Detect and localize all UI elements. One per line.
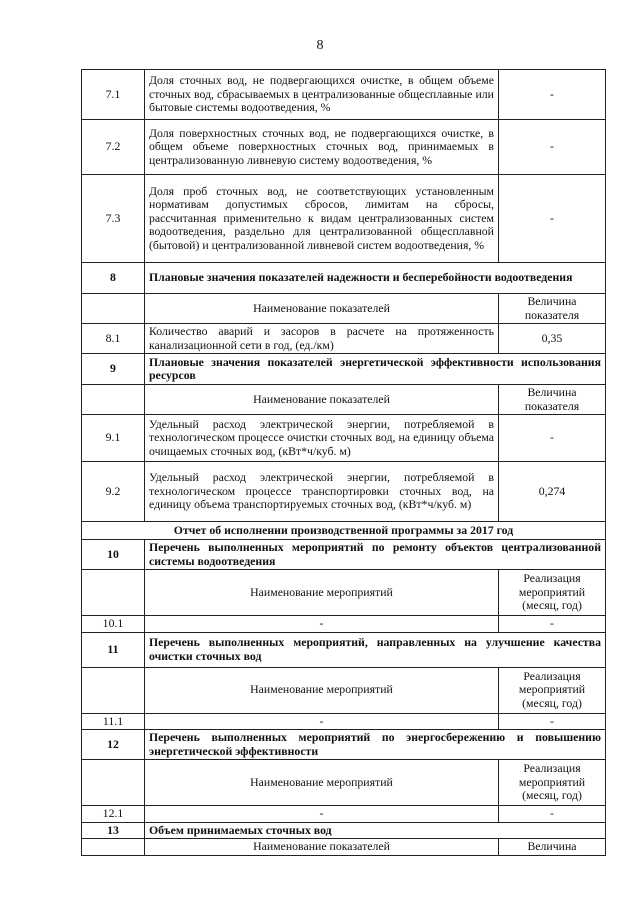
table-row — [82, 120, 606, 175]
row-number: 9.2 — [82, 462, 145, 522]
column-header-value: Реализация мероприятий (месяц, год) — [499, 760, 606, 806]
row-value: - — [499, 120, 606, 175]
row-description: Доля сточных вод, не подвергающихся очистке, в общем объеме сточных вод, сбрасываемых в централизованные общесплавные или бытовые системы водоотведения, % — [145, 70, 499, 120]
row-number: 7.1 — [82, 70, 145, 120]
section-row — [82, 263, 606, 294]
row-value: - — [499, 713, 606, 730]
section-number: 13 — [82, 822, 145, 839]
row-description: Доля поверхностных сточных вод, не подвергающихся очистке, в общем объеме поверхностных сточных вод, принимаемых в централизованную ливневую систему водоотведения, % — [145, 120, 499, 175]
section-number: 8 — [82, 263, 145, 294]
section-row — [82, 540, 606, 570]
indicators-table — [81, 69, 606, 856]
row-value: - — [499, 175, 606, 263]
column-header-value: Величина показателя — [499, 385, 606, 415]
empty-cell — [82, 839, 145, 856]
section-title: Плановые значения показателей надежности и бесперебойности водоотведения — [145, 263, 606, 294]
header-row — [82, 570, 606, 616]
table-row — [82, 806, 606, 823]
row-description: Доля проб сточных вод, не соответствующих установленным нормативам допустимых сбросов, лимитам на сбросы, рассчитанная применительно к видам централизованных систем водоотведения, раздельно для централизованной общесплавной (бытовой) и централизованной ливневой систем водоотведения, % — [145, 175, 499, 263]
table-row — [82, 70, 606, 120]
column-header-value: Реализация мероприятий (месяц, год) — [499, 667, 606, 713]
section-row — [82, 822, 606, 839]
section-row — [82, 354, 606, 385]
row-description: - — [145, 616, 499, 633]
table-row — [82, 175, 606, 263]
row-description: Удельный расход электрической энергии, потребляемой в технологическом процессе очистки сточных вод, на единицу объема очищаемых сточных вод, (кВт*ч/куб. м) — [145, 415, 499, 462]
row-number: 9.1 — [82, 415, 145, 462]
row-value: 0,274 — [499, 462, 606, 522]
row-number: 7.2 — [82, 120, 145, 175]
empty-cell — [82, 667, 145, 713]
row-description: - — [145, 713, 499, 730]
column-header-value: Реализация мероприятий (месяц, год) — [499, 570, 606, 616]
table-row — [82, 415, 606, 462]
column-header-name: Наименование мероприятий — [145, 570, 499, 616]
empty-cell — [82, 570, 145, 616]
row-number: 7.3 — [82, 175, 145, 263]
table-row — [82, 713, 606, 730]
table-row — [82, 616, 606, 633]
section-number: 12 — [82, 730, 145, 760]
row-description: Удельный расход электрической энергии, потребляемой в технологическом процессе транспортировки сточных вод, на единицу объема транспортируемых сточных вод, (кВт*ч/куб. м) — [145, 462, 499, 522]
row-description: Количество аварий и засоров в расчете на протяженность канализационной сети в год, (ед./км) — [145, 324, 499, 354]
report-title-row — [82, 522, 606, 540]
section-title: Плановые значения показателей энергетической эффективности использования ресурсов — [145, 354, 606, 385]
page-number: 8 — [316, 38, 324, 53]
row-value: - — [499, 70, 606, 120]
row-value: 0,35 — [499, 324, 606, 354]
column-header-name: Наименование показателей — [145, 839, 499, 856]
section-number: 10 — [82, 540, 145, 570]
header-row — [82, 760, 606, 806]
column-header-name: Наименование мероприятий — [145, 760, 499, 806]
table-row — [82, 462, 606, 522]
column-header-name: Наименование показателей — [145, 385, 499, 415]
table-row — [82, 324, 606, 354]
section-title: Перечень выполненных мероприятий по ремонту объектов централизованной системы водоотведения — [145, 540, 606, 570]
column-header-name: Наименование показателей — [145, 294, 499, 324]
section-row — [82, 632, 606, 667]
section-title: Перечень выполненных мероприятий, направленных на улучшение качества очистки сточных вод — [145, 632, 606, 667]
empty-cell — [82, 760, 145, 806]
column-header-name: Наименование мероприятий — [145, 667, 499, 713]
row-number: 10.1 — [82, 616, 145, 633]
report-title: Отчет об исполнении производственной программы за 2017 год — [82, 522, 606, 540]
section-number: 11 — [82, 632, 145, 667]
empty-cell — [82, 294, 145, 324]
row-value: - — [499, 806, 606, 823]
empty-cell — [82, 385, 145, 415]
section-title: Объем принимаемых сточных вод — [145, 822, 606, 839]
header-row — [82, 385, 606, 415]
row-description: - — [145, 806, 499, 823]
row-value: - — [499, 415, 606, 462]
section-title: Перечень выполненных мероприятий по энергосбережению и повышению энергетической эффективности — [145, 730, 606, 760]
header-row — [82, 667, 606, 713]
section-number: 9 — [82, 354, 145, 385]
row-number: 12.1 — [82, 806, 145, 823]
column-header-value: Величина показателя — [499, 294, 606, 324]
column-header-value: Величина — [499, 839, 606, 856]
row-number: 11.1 — [82, 713, 145, 730]
row-value: - — [499, 616, 606, 633]
section-row — [82, 730, 606, 760]
header-row — [82, 839, 606, 856]
header-row — [82, 294, 606, 324]
row-number: 8.1 — [82, 324, 145, 354]
